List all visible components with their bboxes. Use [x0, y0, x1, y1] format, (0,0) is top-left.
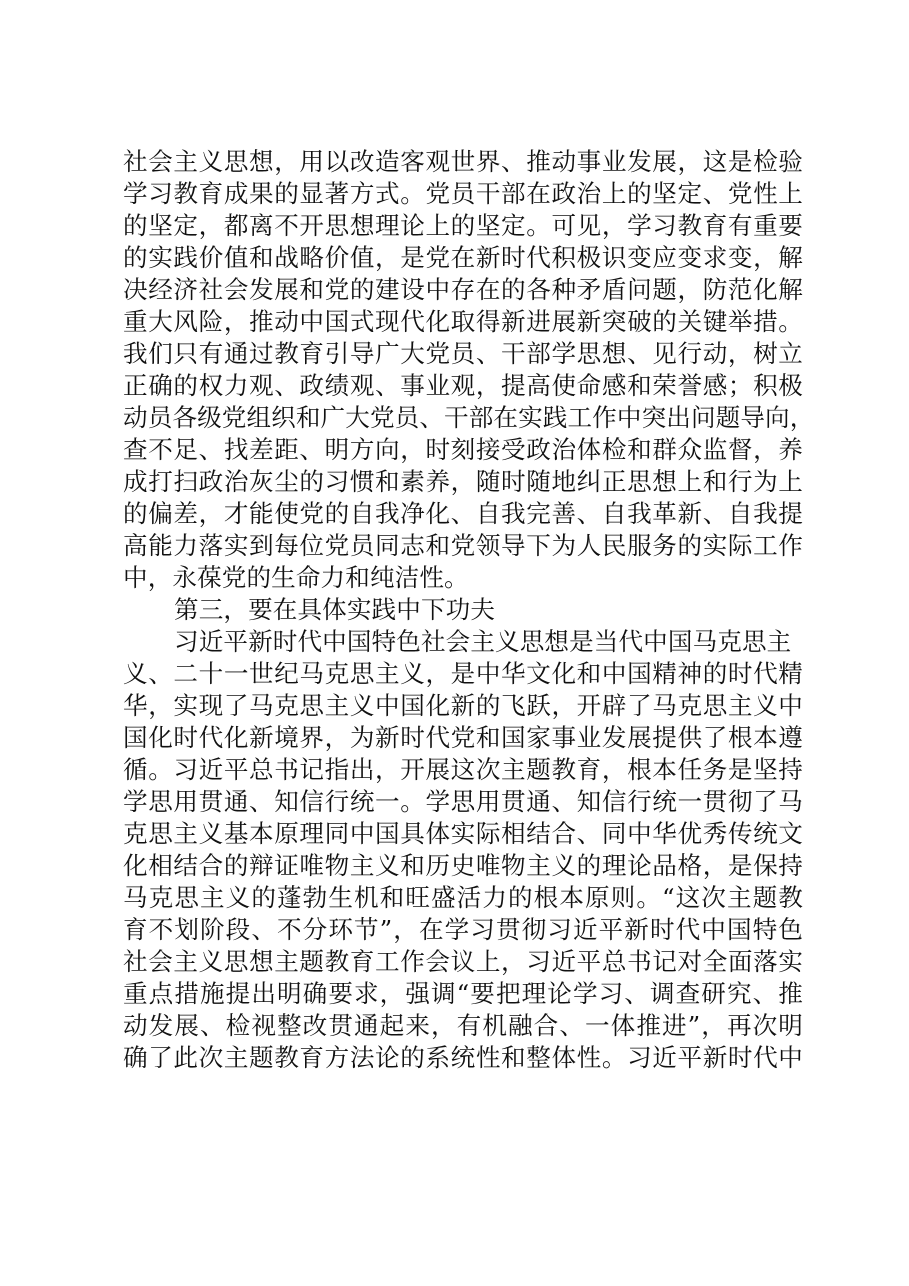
section-heading: 第三，要在具体实践中下功夫	[174, 595, 496, 624]
paragraph-1-line-10: 查不足、找差距、明方向，时刻接受政治体检和群众监督，养	[123, 435, 803, 464]
paragraph-1-line-7: 我们只有通过教育引导广大党员、干部学思想、见行动，树立	[123, 339, 803, 368]
paragraph-2-line-4: 国化时代化新境界，为新时代党和国家事业发展提供了根本遵	[123, 723, 803, 752]
document-body	[123, 146, 815, 1074]
paragraph-2-line-2: 义、二十一世纪马克思主义，是中华文化和中国精神的时代精	[123, 659, 803, 688]
paragraph-2-line-13: 动发展、检视整改贯通起来，有机融合、一体推进”，再次明	[123, 1011, 803, 1040]
paragraph-2-line-6: 学思用贯通、知信行统一。学思用贯通、知信行统一贯彻了马	[123, 787, 803, 816]
paragraph-1-line-4: 的实践价值和战略价值，是党在新时代积极识变应变求变，解	[123, 243, 803, 272]
paragraph-1-line-14: 中，永葆党的生命力和纯洁性。	[123, 563, 469, 592]
paragraph-1-line-8: 正确的权力观、政绩观、事业观，提高使命感和荣誉感；积极	[123, 371, 803, 400]
paragraph-2-line-1: 习近平新时代中国特色社会主义思想是当代中国马克思主	[174, 627, 792, 656]
paragraph-1-line-11: 成打扫政治灰尘的习惯和素养，随时随地纠正思想上和行为上	[123, 467, 803, 496]
paragraph-2-line-11: 社会主义思想主题教育工作会议上，习近平总书记对全面落实	[123, 947, 803, 976]
paragraph-2-line-10: 育不划阶段、不分环节”，在学习贯彻习近平新时代中国特色	[123, 915, 803, 944]
paragraph-1-line-13: 高能力落实到每位党员同志和党领导下为人民服务的实际工作	[123, 531, 803, 560]
paragraph-2-line-12: 重点措施提出明确要求，强调“要把理论学习、调查研究、推	[123, 979, 803, 1008]
paragraph-2-line-14: 确了此次主题教育方法论的系统性和整体性。习近平新时代中	[123, 1043, 803, 1072]
paragraph-1-line-12: 的偏差，才能使党的自我净化、自我完善、自我革新、自我提	[123, 499, 803, 528]
paragraph-2-line-5: 循。习近平总书记指出，开展这次主题教育，根本任务是坚持	[123, 755, 803, 784]
paragraph-1-line-1: 社会主义思想，用以改造客观世界、推动事业发展，这是检验	[123, 147, 803, 176]
paragraph-2-line-9: 马克思主义的蓬勃生机和旺盛活力的根本原则。“这次主题教	[123, 883, 803, 912]
paragraph-1-line-3: 的坚定，都离不开思想理论上的坚定。可见，学习教育有重要	[123, 211, 803, 240]
paragraph-1-line-6: 重大风险，推动中国式现代化取得新进展新突破的关键举措。	[123, 307, 803, 336]
paragraph-1-line-2: 学习教育成果的显著方式。党员干部在政治上的坚定、党性上	[123, 179, 803, 208]
paragraph-2-line-7: 克思主义基本原理同中国具体实际相结合、同中华优秀传统文	[123, 819, 803, 848]
paragraph-1-line-9: 动员各级党组织和广大党员、干部在实践工作中突出问题导向，	[123, 403, 815, 432]
paragraph-1-line-5: 决经济社会发展和党的建设中存在的各种矛盾问题，防范化解	[123, 275, 803, 304]
paragraph-2-line-8: 化相结合的辩证唯物主义和历史唯物主义的理论品格，是保持	[123, 851, 803, 880]
paragraph-2-line-3: 华，实现了马克思主义中国化新的飞跃，开辟了马克思主义中	[123, 691, 803, 720]
